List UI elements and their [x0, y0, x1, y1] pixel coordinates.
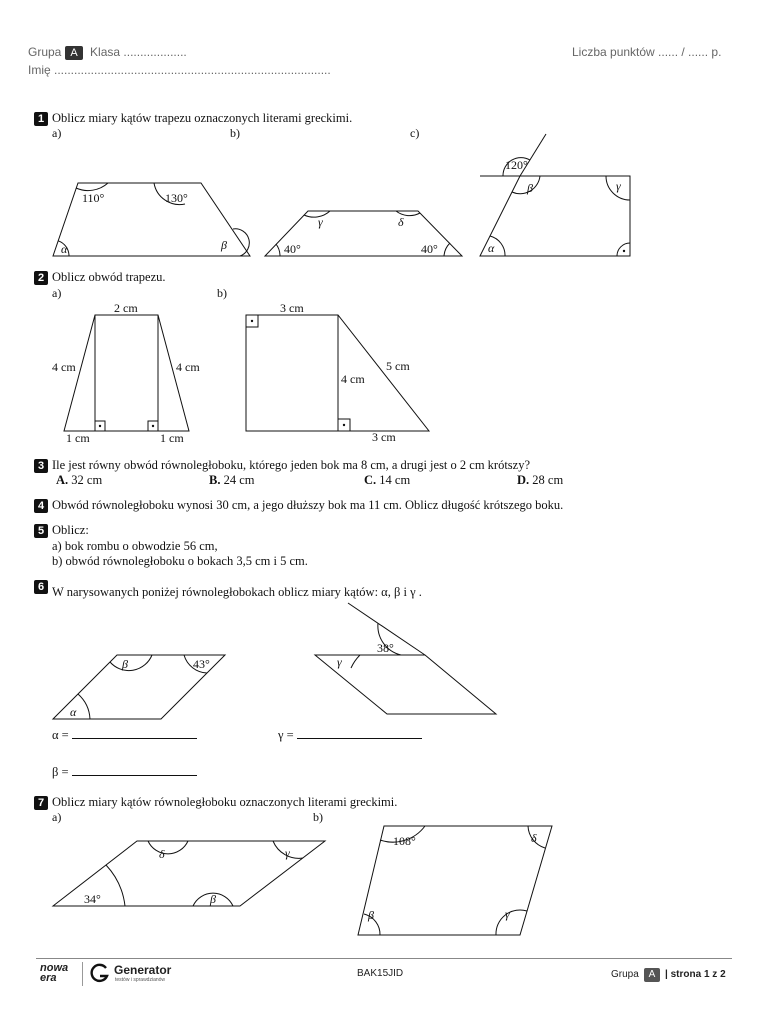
q1a-angle-130: 130°	[165, 191, 188, 205]
q1a-alpha: α	[61, 242, 68, 256]
q7a-delta: δ	[159, 847, 165, 861]
q2a-bottom-left: 1 cm	[66, 431, 90, 445]
question-1-text: Oblicz miary kątów trapezu oznaczonych literami greckimi.	[52, 111, 353, 125]
question-number-7: 7	[34, 796, 48, 810]
q7b-parallelogram	[358, 826, 552, 935]
q2b-trapezoid	[246, 315, 429, 431]
q1b-angle-40-left: 40°	[284, 242, 301, 256]
question-3-text: Ile jest równy obwód równoległoboku, którego jeden bok ma 8 cm, a drugi jest o 2 cm krótszy?	[52, 458, 531, 472]
q2b-bottom: 3 cm	[372, 430, 396, 444]
name-field: Imię ...................................................................................	[28, 63, 331, 77]
question-number-3: 3	[34, 459, 48, 473]
q7b-angle-108: 108°	[393, 834, 416, 848]
q2a-left: 4 cm	[52, 360, 76, 374]
q1-sub-c: c)	[410, 126, 420, 140]
q7a-angle-34: 34°	[84, 892, 101, 906]
footer-divider	[36, 958, 732, 959]
q1a-angle-110: 110°	[82, 191, 105, 205]
q3-option-c[interactable]: C. 14 cm	[364, 473, 411, 487]
q3-option-a[interactable]: A. 32 cm	[56, 473, 103, 487]
points-field: Liczba punktów ...... / ...... p.	[572, 45, 722, 59]
class-field: Klasa ...................	[90, 45, 187, 59]
q2-sub-b: b)	[217, 286, 227, 300]
q7a-beta: β	[210, 892, 216, 906]
q1-sub-b: b)	[230, 126, 240, 140]
q6a-alpha: α	[70, 705, 77, 719]
logo-separator	[82, 962, 83, 986]
footer-group-page: Grupa A | strona 1 z 2	[611, 969, 726, 980]
q2a-right: 4 cm	[176, 360, 200, 374]
answer-gamma[interactable]: γ =	[278, 728, 422, 743]
question-7-text: Oblicz miary kątów równoległoboku oznaczonych literami greckimi.	[52, 795, 398, 809]
q6b-gamma: γ	[337, 655, 342, 669]
q6a-beta: β	[122, 657, 128, 671]
q3-option-b[interactable]: B. 24 cm	[209, 473, 255, 487]
q6b-parallelogram	[315, 603, 496, 714]
q1-sub-a: a)	[52, 126, 62, 140]
q5-line-b: b) obwód równoległoboku o bokach 3,5 cm i 5 cm.	[52, 554, 308, 568]
question-number-5: 5	[34, 524, 48, 538]
q2b-top: 3 cm	[280, 301, 304, 315]
q2a-bottom-right: 1 cm	[160, 431, 184, 445]
q2b-slant: 5 cm	[386, 359, 410, 373]
q1c-alpha: α	[488, 241, 495, 255]
q3-option-d[interactable]: D. 28 cm	[517, 473, 564, 487]
q1a-beta: β	[221, 238, 227, 252]
answer-alpha[interactable]: α =	[52, 728, 197, 743]
question-number-4: 4	[34, 499, 48, 513]
q7-sub-b: b)	[313, 810, 323, 824]
q1c-trapezoid	[480, 134, 630, 256]
question-4-text: Obwód równoległoboku wynosi 30 cm, a jego dłuższy bok ma 11 cm. Oblicz długość krótszego boku.	[52, 498, 564, 512]
q7b-gamma: γ	[505, 907, 510, 921]
answer-beta[interactable]: β =	[52, 765, 197, 780]
question-number-2: 2	[34, 271, 48, 285]
q1b-gamma: γ	[318, 215, 323, 229]
q2b-height: 4 cm	[341, 372, 365, 386]
q7a-gamma: γ	[285, 846, 290, 860]
generator-logo-icon	[90, 963, 110, 983]
q6a-angle-43: 43°	[193, 657, 210, 671]
footer-group-badge: A	[644, 968, 661, 982]
q7b-beta: β	[368, 908, 374, 922]
q7-sub-a: a)	[52, 810, 62, 824]
q6b-angle-38: 38°	[377, 641, 394, 655]
generator-title: Generator	[114, 963, 172, 977]
q1c-angle-120: 120°	[505, 158, 528, 172]
question-number-6: 6	[34, 580, 48, 594]
question-2-text: Oblicz obwód trapezu.	[52, 270, 166, 284]
group-badge: A	[65, 46, 82, 60]
q1b-delta: δ	[398, 215, 404, 229]
test-code: BAK15JID	[357, 968, 404, 979]
generator-subtitle: testów i sprawdzianów	[115, 977, 166, 983]
question-6-text: W narysowanych poniżej równoległobokach oblicz miary kątów: α, β i γ .	[52, 585, 422, 599]
group-label: Grupa	[28, 45, 62, 59]
q1b-angle-40-right: 40°	[421, 242, 438, 256]
q7b-delta: δ	[531, 831, 537, 845]
q2-sub-a: a)	[52, 286, 62, 300]
q1c-beta: β	[527, 181, 533, 195]
nowa-era-logo: nowa era	[40, 962, 69, 984]
q2a-top: 2 cm	[114, 301, 138, 315]
q5-line-a: a) bok rombu o obwodzie 56 cm,	[52, 539, 218, 553]
q2a-trapezoid	[64, 315, 189, 431]
q1c-gamma: γ	[616, 179, 621, 193]
question-number-1: 1	[34, 112, 48, 126]
question-5-text: Oblicz:	[52, 523, 89, 537]
